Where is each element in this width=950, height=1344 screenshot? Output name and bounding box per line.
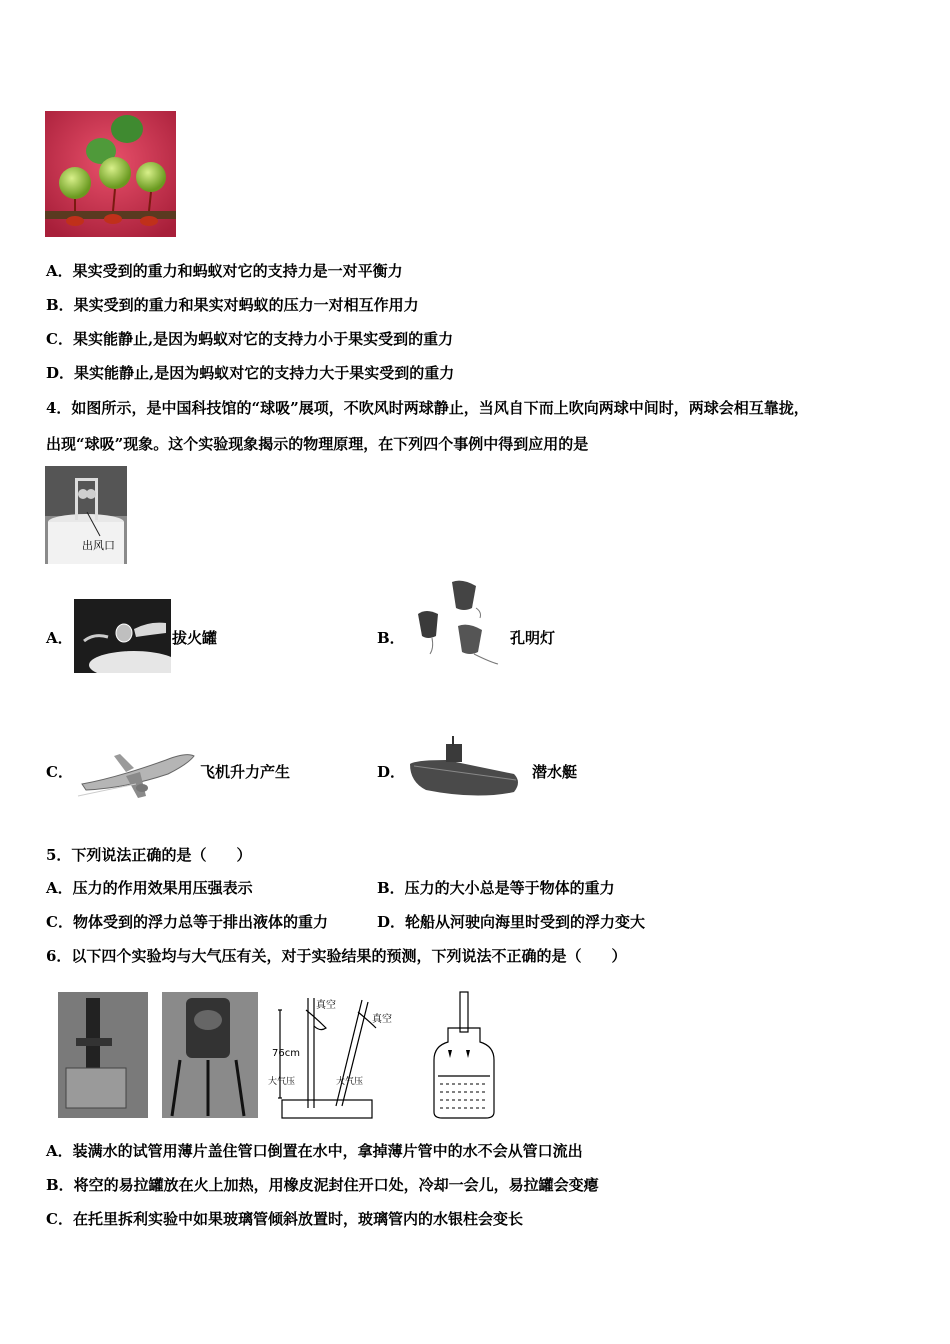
sky-lantern-photo bbox=[410, 578, 500, 674]
air-outlet-label: 出风口 bbox=[82, 539, 115, 552]
ball-suction-photo bbox=[45, 466, 127, 564]
q4-option-a-text: 拔火罐 bbox=[172, 629, 218, 647]
q6-option-b: B．将空的易拉罐放在火上加热，用橡皮泥封住开口处，冷却一会儿，易拉罐会变瘪 bbox=[46, 1176, 599, 1194]
q6-experiment-photos bbox=[46, 988, 526, 1122]
airplane-photo bbox=[76, 740, 196, 806]
ants-fruit-photo bbox=[45, 111, 176, 237]
q4-option-b-text: 孔明灯 bbox=[510, 629, 556, 647]
atm-label-1: 大气压 bbox=[268, 1077, 296, 1087]
q5-option-a: A．压力的作用效果用压强表示 bbox=[46, 879, 253, 897]
q5-stem: 5．下列说法正确的是（ ） bbox=[46, 846, 252, 864]
submarine-photo bbox=[406, 734, 524, 806]
q6-option-a: A．装满水的试管用薄片盖住管口倒置在水中，拿掉薄片管中的水不会从管口流出 bbox=[46, 1142, 583, 1160]
q5-option-d: D．轮船从河驶向海里时受到的浮力变大 bbox=[377, 913, 646, 931]
q5-option-b: B．压力的大小总是等于物体的重力 bbox=[377, 879, 615, 897]
q6-stem: 6．以下四个实验均与大气压有关，对于实验结果的预测，下列说法不正确的是（ ） bbox=[46, 947, 627, 965]
height-label: 76cm bbox=[272, 1048, 300, 1059]
q4-option-c-letter: C． bbox=[46, 763, 73, 781]
q4-option-c-text: 飞机升力产生 bbox=[200, 763, 291, 781]
vacuum-label-1: 真空 bbox=[316, 1000, 336, 1011]
q4-stem-line2: 出现“球吸”现象。这个实验现象揭示的物理原理，在下列四个事例中得到应用的是 bbox=[46, 435, 589, 453]
q5-option-c: C．物体受到的浮力总等于排出液体的重力 bbox=[46, 913, 328, 931]
q6-option-c: C．在托里拆利实验中如果玻璃管倾斜放置时，玻璃管内的水银柱会变长 bbox=[46, 1210, 523, 1228]
cupping-photo bbox=[74, 599, 171, 673]
q3-option-a: A．果实受到的重力和蚂蚁对它的支持力是一对平衡力 bbox=[46, 262, 403, 280]
q4-option-b-letter: B． bbox=[377, 629, 405, 647]
q4-option-d-text: 潜水艇 bbox=[532, 763, 578, 781]
q3-option-d: D．果实能静止,是因为蚂蚁对它的支持力大于果实受到的重力 bbox=[46, 364, 455, 382]
atm-label-2: 大气压 bbox=[336, 1077, 364, 1087]
q4-option-d-letter: D． bbox=[377, 763, 406, 781]
q4-stem-line1: 4．如图所示，是中国科技馆的“球吸”展项，不吹风时两球静止，当风自下而上吹向两球中间时，两球会相互靠拢， bbox=[46, 399, 809, 417]
q3-option-b: B．果实受到的重力和果实对蚂蚁的压力一对相互作用力 bbox=[46, 296, 419, 314]
vacuum-label-2: 真空 bbox=[372, 1014, 392, 1025]
q3-option-c: C．果实能静止,是因为蚂蚁对它的支持力小于果实受到的重力 bbox=[46, 330, 454, 348]
q4-option-a-letter: A． bbox=[46, 629, 73, 647]
